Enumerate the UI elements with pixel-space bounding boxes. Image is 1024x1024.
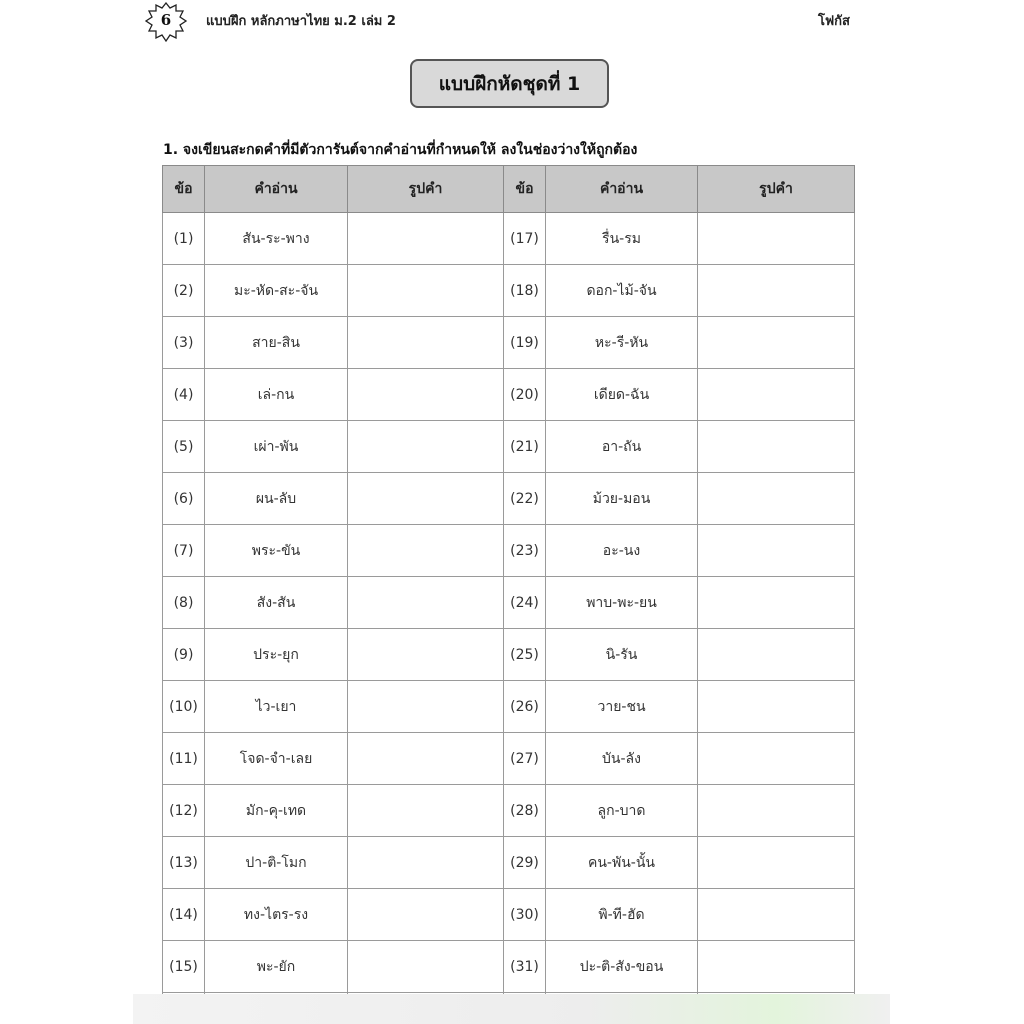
reading-text: เดียด-ฉัน xyxy=(546,369,698,421)
item-number: (31) xyxy=(504,941,546,993)
column-header-number: ข้อ xyxy=(163,166,205,213)
reading-text: เผ่า-พัน xyxy=(205,421,348,473)
answer-blank[interactable] xyxy=(698,213,855,265)
item-number: (21) xyxy=(504,421,546,473)
reading-text: พระ-ขัน xyxy=(205,525,348,577)
table-row xyxy=(163,681,855,733)
answer-blank[interactable] xyxy=(698,733,855,785)
page-bottom-edge xyxy=(133,994,890,1024)
column-header-reading: คำอ่าน xyxy=(546,166,698,213)
item-number: (24) xyxy=(504,577,546,629)
item-number: (6) xyxy=(163,473,205,525)
item-number: (10) xyxy=(163,681,205,733)
reading-text: วาย-ชน xyxy=(546,681,698,733)
answer-blank[interactable] xyxy=(698,889,855,941)
answer-blank[interactable] xyxy=(698,369,855,421)
column-header-word-form: รูปคำ xyxy=(348,166,504,213)
answer-blank[interactable] xyxy=(348,265,504,317)
reading-text: สัง-สัน xyxy=(205,577,348,629)
item-number: (1) xyxy=(163,213,205,265)
reading-text: ผน-ลับ xyxy=(205,473,348,525)
reading-text: อา-ถัน xyxy=(546,421,698,473)
item-number: (19) xyxy=(504,317,546,369)
reading-text: ไว-เยา xyxy=(205,681,348,733)
item-number: (15) xyxy=(163,941,205,993)
table-row xyxy=(163,421,855,473)
exercise-title: แบบฝึกหัดชุดที่ 1 xyxy=(410,59,609,108)
item-number: (4) xyxy=(163,369,205,421)
table-row xyxy=(163,369,855,421)
reading-text: อะ-นง xyxy=(546,525,698,577)
item-number: (30) xyxy=(504,889,546,941)
page-number: 6 xyxy=(160,11,172,29)
table-row xyxy=(163,265,855,317)
reading-text: สัน-ระ-พาง xyxy=(205,213,348,265)
answer-blank[interactable] xyxy=(698,941,855,993)
reading-text: รื่น-รม xyxy=(546,213,698,265)
answer-blank[interactable] xyxy=(348,213,504,265)
answer-blank[interactable] xyxy=(698,265,855,317)
item-number: (7) xyxy=(163,525,205,577)
item-number: (3) xyxy=(163,317,205,369)
table-row xyxy=(163,525,855,577)
item-number: (20) xyxy=(504,369,546,421)
reading-text: คน-พัน-นั้น xyxy=(546,837,698,889)
answer-blank[interactable] xyxy=(698,837,855,889)
table-row xyxy=(163,941,855,993)
item-number: (23) xyxy=(504,525,546,577)
table-row xyxy=(163,785,855,837)
item-number: (25) xyxy=(504,629,546,681)
reading-text: มะ-หัด-สะ-จัน xyxy=(205,265,348,317)
answer-blank[interactable] xyxy=(348,577,504,629)
answer-blank[interactable] xyxy=(698,525,855,577)
table-body xyxy=(163,213,855,1010)
item-number: (2) xyxy=(163,265,205,317)
answer-blank[interactable] xyxy=(348,369,504,421)
reading-text: ดอก-ไม้-จัน xyxy=(546,265,698,317)
answer-blank[interactable] xyxy=(698,629,855,681)
table-row xyxy=(163,213,855,265)
reading-text: ปะ-ติ-สัง-ขอน xyxy=(546,941,698,993)
answer-blank[interactable] xyxy=(698,577,855,629)
answer-blank[interactable] xyxy=(348,629,504,681)
item-number: (5) xyxy=(163,421,205,473)
reading-text: ม้วย-มอน xyxy=(546,473,698,525)
column-header-reading: คำอ่าน xyxy=(205,166,348,213)
item-number: (11) xyxy=(163,733,205,785)
reading-text: โจด-จำ-เลย xyxy=(205,733,348,785)
item-number: (28) xyxy=(504,785,546,837)
reading-text: ทง-ไตร-รง xyxy=(205,889,348,941)
column-header-word-form: รูปคำ xyxy=(698,166,855,213)
exercise-instruction: 1. จงเขียนสะกดคำที่มีตัวการันต์จากคำอ่านที่กำหนดให้ ลงในช่องว่างให้ถูกต้อง xyxy=(163,142,638,158)
reading-text: หะ-รี-หัน xyxy=(546,317,698,369)
answer-blank[interactable] xyxy=(348,837,504,889)
answer-blank[interactable] xyxy=(698,473,855,525)
item-number: (17) xyxy=(504,213,546,265)
item-number: (27) xyxy=(504,733,546,785)
table-row xyxy=(163,577,855,629)
table-row xyxy=(163,629,855,681)
answer-blank[interactable] xyxy=(348,317,504,369)
item-number: (14) xyxy=(163,889,205,941)
answer-blank[interactable] xyxy=(348,421,504,473)
answer-blank[interactable] xyxy=(348,785,504,837)
reading-text: พิ-ที-ฮัด xyxy=(546,889,698,941)
column-header-number: ข้อ xyxy=(504,166,546,213)
answer-blank[interactable] xyxy=(348,473,504,525)
answer-blank[interactable] xyxy=(698,317,855,369)
vocabulary-table xyxy=(162,165,855,1010)
table-row xyxy=(163,473,855,525)
reading-text: เล่-กน xyxy=(205,369,348,421)
reading-text: มัก-คุ-เทด xyxy=(205,785,348,837)
reading-text: ลูก-บาด xyxy=(546,785,698,837)
item-number: (9) xyxy=(163,629,205,681)
reading-text: นิ-รัน xyxy=(546,629,698,681)
publisher-name: โฟกัส xyxy=(818,14,850,29)
reading-text: สาย-สิน xyxy=(205,317,348,369)
table-row xyxy=(163,733,855,785)
answer-blank[interactable] xyxy=(348,941,504,993)
answer-blank[interactable] xyxy=(348,681,504,733)
table-row xyxy=(163,837,855,889)
reading-text: บัน-ลัง xyxy=(546,733,698,785)
answer-blank[interactable] xyxy=(698,421,855,473)
answer-blank[interactable] xyxy=(348,525,504,577)
item-number: (18) xyxy=(504,265,546,317)
reading-text: ประ-ยุก xyxy=(205,629,348,681)
item-number: (12) xyxy=(163,785,205,837)
reading-text: ปา-ติ-โมก xyxy=(205,837,348,889)
table-row xyxy=(163,317,855,369)
answer-blank[interactable] xyxy=(348,889,504,941)
item-number: (8) xyxy=(163,577,205,629)
reading-text: พะ-ยัก xyxy=(205,941,348,993)
table-header-row xyxy=(163,166,855,213)
reading-text: พาบ-พะ-ยน xyxy=(546,577,698,629)
item-number: (29) xyxy=(504,837,546,889)
answer-blank[interactable] xyxy=(698,785,855,837)
item-number: (13) xyxy=(163,837,205,889)
answer-blank[interactable] xyxy=(698,681,855,733)
table-row xyxy=(163,889,855,941)
book-title: แบบฝึก หลักภาษาไทย ม.2 เล่ม 2 xyxy=(206,14,396,29)
item-number: (26) xyxy=(504,681,546,733)
item-number: (22) xyxy=(504,473,546,525)
answer-blank[interactable] xyxy=(348,733,504,785)
page-number-badge xyxy=(145,2,187,42)
